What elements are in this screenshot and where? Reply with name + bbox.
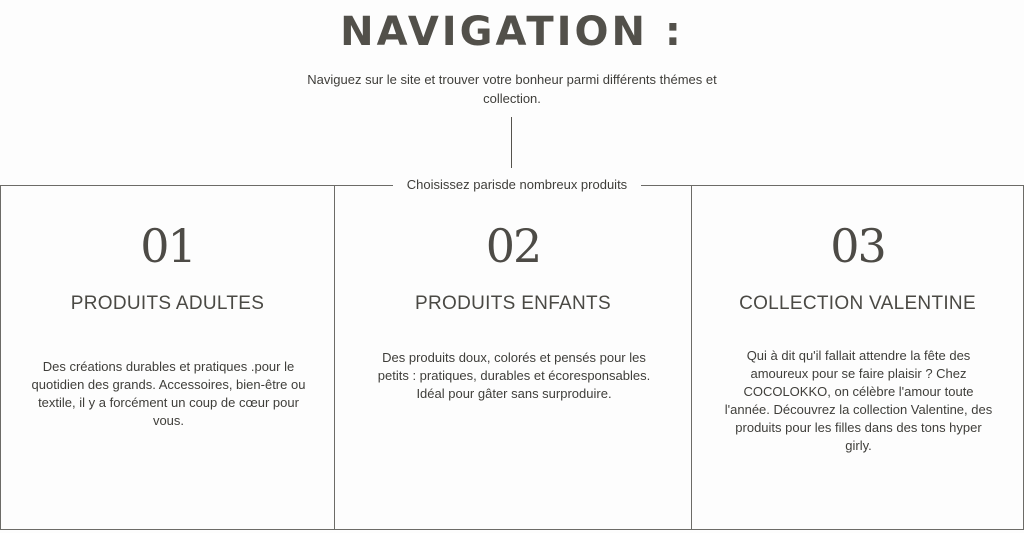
connector-line — [511, 117, 512, 168]
panel-produits-adultes[interactable] — [0, 185, 335, 530]
panel-description: Des produits doux, colorés et pensés pour les petits : pratiques, durables et écoresponsables. Idéal pour gâter sans surproduire. — [377, 350, 651, 401]
panel-produits-enfants[interactable] — [334, 185, 692, 530]
panel-description: Des créations durables et pratiques .pour le quotidien des grands. Accessoires, bien-être ou textile, il y a forcément un coup de cœur pour vous. — [31, 359, 306, 428]
page-title: NAVIGATION : — [340, 9, 684, 55]
section-label: Choisissez parisde nombreux produits — [393, 176, 641, 194]
panel-number: 02 — [485, 219, 541, 273]
panel-heading[interactable]: PRODUITS ENFANTS — [415, 293, 611, 314]
panel-heading[interactable]: COLLECTION VALENTINE — [739, 293, 976, 314]
panel-description: Qui à dit qu'il fallait attendre la fête des amoureux pour se faire plaisir ? Chez COCOLOKKO, on célèbre l'amour toute l'année. Découvrez la collection Valentine, des produits pour les filles dans des tons hyper girly. — [724, 348, 993, 453]
panel-collection-valentine[interactable] — [691, 185, 1024, 530]
panel-number: 01 — [140, 219, 195, 273]
panel-heading[interactable]: PRODUITS ADULTES — [70, 293, 265, 314]
panel-number: 03 — [830, 219, 885, 273]
page-subtitle: Naviguez sur le site et trouver votre bonheur parmi différents thémes et collection. — [307, 72, 717, 106]
